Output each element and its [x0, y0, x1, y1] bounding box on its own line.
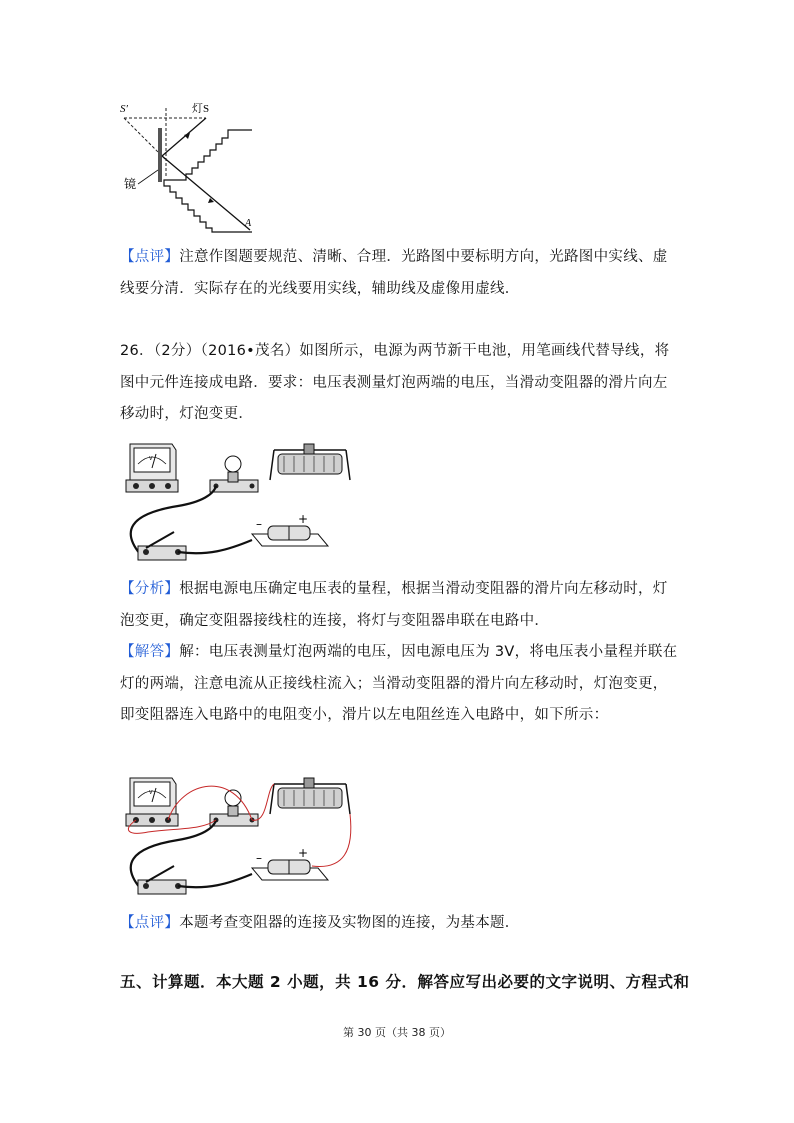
wire-switch-to-bulb — [131, 486, 216, 554]
question-26 — [120, 336, 680, 431]
light-bulb — [210, 790, 258, 826]
answer — [120, 637, 680, 732]
answer-text: 解：电压表测量灯泡两端的电压，因电源电压为 3V，将电压表小量程并联在灯的两端，注意电流从正接线柱流入；当滑动变阻器的滑片向左移动时，灯泡变更，即变阻器连入电路中的电阻变小，滑片以左电阻丝连入电路中，如下所示： — [120, 644, 678, 723]
analysis-text: 根据电源电压确定电压表的量程，根据当滑动变阻器的滑片向左移动时，灯泡变更，确定变阻器接线柱的连接，将灯与变阻器串联在电路中． — [120, 581, 668, 629]
answer-tag: 【解答】 — [120, 644, 180, 660]
mirror — [158, 128, 162, 182]
battery-plus: + — [298, 512, 309, 526]
comment-text: 本题考查变阻器的连接及实物图的连接，为基本题． — [179, 915, 520, 931]
comment-tag: 【点评】 — [120, 915, 180, 931]
analysis-tag: 【分析】 — [120, 581, 180, 597]
analysis — [120, 574, 680, 637]
voltmeter — [126, 444, 178, 492]
question-text: 26．（2分）（2016•茂名）如图所示，电源为两节新干电池，用笔画线代替导线，将图中元件连接成电路．要求：电压表测量灯泡两端的电压，当滑动变阻器的滑片向左移动时，灯泡变更． — [120, 343, 670, 422]
wire-switch-to-bulb — [131, 820, 216, 888]
light-path-figure — [118, 98, 258, 238]
reflected-ray — [162, 156, 250, 230]
mirror-pointer — [138, 170, 158, 184]
circuit-solution-figure — [118, 770, 358, 904]
sliding-rheostat — [270, 444, 350, 480]
section-five-title: 五、计算题．本大题 2 小题，共 16 分．解答应写出必要的文字说明、方程式和 — [120, 973, 690, 991]
wire-switch-to-battery — [178, 540, 252, 553]
battery-pack — [252, 846, 328, 880]
comment-text: 注意作图题要规范、清晰、合理．光路图中要标明方向，光路图中实线、虚线要分清．实际存在的光线要用实线，辅助线及虚像用虚线． — [120, 249, 668, 297]
battery-minus: – — [256, 851, 262, 865]
meter-symbol: V — [149, 790, 153, 796]
comment-tag: 【点评】 — [120, 249, 180, 265]
circuit-components-figure — [118, 436, 358, 570]
incident-ray — [162, 118, 206, 156]
light-bulb — [210, 456, 258, 492]
label-a: A — [245, 218, 252, 229]
switch — [138, 532, 186, 560]
battery-pack — [252, 512, 328, 546]
comment-1 — [120, 242, 680, 305]
switch — [138, 866, 186, 894]
sliding-rheostat — [270, 778, 350, 814]
voltmeter — [126, 778, 178, 826]
label-mirror: 镜 — [124, 177, 137, 191]
label-s-prime: S′ — [120, 103, 128, 115]
red-wire-rheostat-to-battery — [312, 814, 351, 867]
battery-minus: – — [256, 517, 262, 531]
comment-2 — [120, 908, 680, 940]
staircase — [164, 130, 252, 232]
label-lamp-s: 灯S — [192, 103, 210, 115]
meter-symbol: V — [149, 456, 153, 462]
wire-switch-to-battery — [178, 874, 252, 887]
battery-plus: + — [298, 846, 309, 860]
page-footer: 第 30 页（共 38 页） — [343, 1026, 451, 1039]
